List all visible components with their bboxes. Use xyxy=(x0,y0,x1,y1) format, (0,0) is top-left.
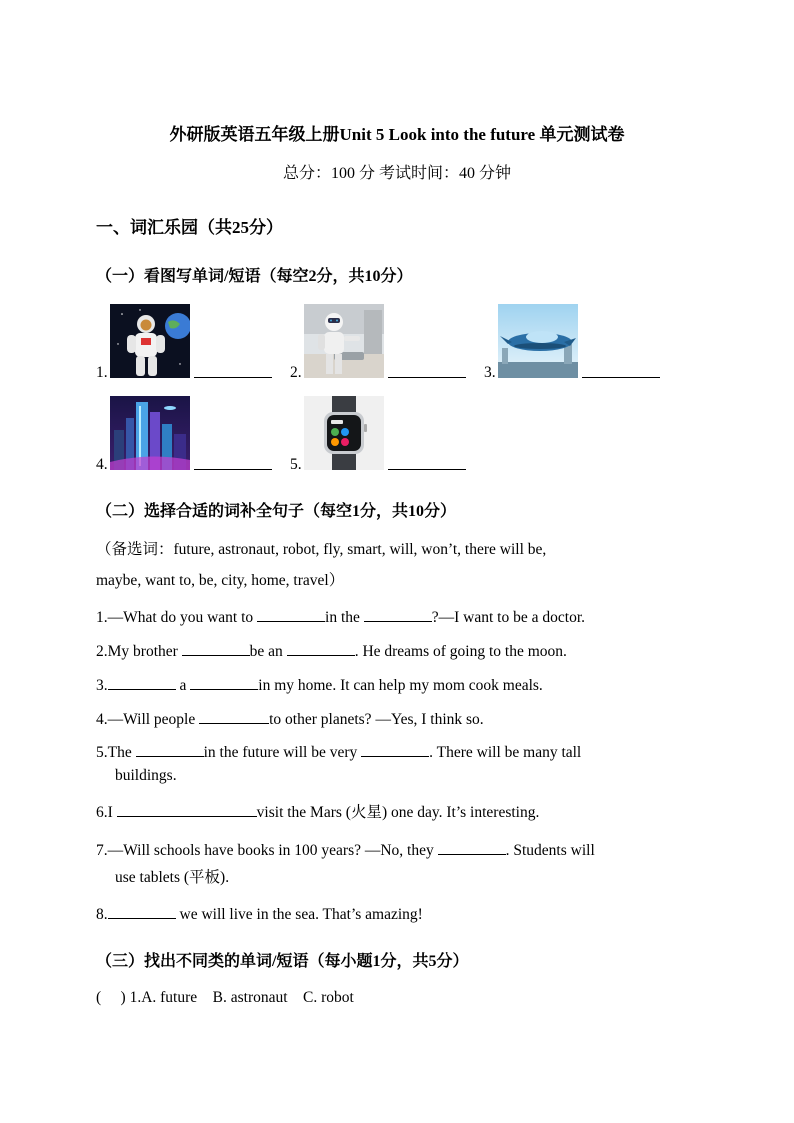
question-text: 3. xyxy=(96,677,108,694)
answer-blank[interactable] xyxy=(257,607,325,622)
exam-subtitle: 总分：100 分 考试时间：40 分钟 xyxy=(282,165,511,182)
answer-blank[interactable] xyxy=(361,742,429,757)
answer-blank[interactable] xyxy=(190,675,258,690)
question-text: 6.I xyxy=(96,804,117,821)
part3-heading: （三）找出不同类的单词/短语（每小题1分，共5分） xyxy=(96,953,469,970)
question-text: . There will be many tall xyxy=(429,744,582,761)
question-5-continued: buildings. xyxy=(115,767,177,784)
answer-blank[interactable] xyxy=(287,641,355,656)
question-3 xyxy=(96,675,543,695)
answer-blank[interactable] xyxy=(182,641,250,656)
question-text: 8. xyxy=(96,906,108,923)
answer-blank[interactable] xyxy=(108,904,176,919)
part1-heading: （一）看图写单词/短语（每空2分，共10分） xyxy=(96,268,413,285)
answer-blank[interactable] xyxy=(117,802,257,817)
word-bank-line-1: （备选词：future, astronaut, robot, fly, smart, will, won’t, there will be, xyxy=(96,541,547,558)
smartwatch-image xyxy=(304,396,384,470)
astronaut-image xyxy=(110,304,190,378)
part3-question-1[interactable]: ( ) 1.A. future B. astronaut C. robot xyxy=(96,989,354,1006)
question-5 xyxy=(96,742,581,762)
question-8 xyxy=(96,904,423,924)
answer-blank[interactable] xyxy=(388,377,466,378)
item-number: 1. xyxy=(96,364,108,381)
picture-item-3 xyxy=(484,300,664,382)
flying-car-image xyxy=(498,304,578,378)
question-text: be an xyxy=(249,643,287,660)
question-text: we will live in the sea. That’s amazing! xyxy=(175,906,423,923)
picture-item-5 xyxy=(290,392,470,474)
question-text: a xyxy=(175,677,191,694)
question-text: in the future will be very xyxy=(203,744,362,761)
picture-item-1 xyxy=(96,300,276,382)
item-number: 4. xyxy=(96,456,108,473)
question-text: in my home. It can help my mom cook meals. xyxy=(258,677,543,694)
question-4 xyxy=(96,709,484,729)
word-bank-line-2: maybe, want to, be, city, home, travel） xyxy=(96,572,345,589)
part2-heading: （二）选择合适的词补全句子（每空1分，共10分） xyxy=(96,503,457,520)
question-text: ?—I want to be a doctor. xyxy=(431,609,585,626)
question-text: in the xyxy=(325,609,364,626)
question-7-continued: use tablets (平板). xyxy=(115,869,230,886)
question-text: 2.My brother xyxy=(96,643,182,660)
question-text: . He dreams of going to the moon. xyxy=(354,643,567,660)
question-2 xyxy=(96,641,567,661)
question-text: 1.—What do you want to xyxy=(96,609,258,626)
item-number: 5. xyxy=(290,456,302,473)
answer-blank[interactable] xyxy=(136,742,204,757)
picture-item-4 xyxy=(96,392,276,474)
exam-title: 外研版英语五年级上册Unit 5 Look into the future 单元测试卷 xyxy=(169,125,625,144)
item-number: 2. xyxy=(290,364,302,381)
section-vocabulary-heading: 一、词汇乐园（共25分） xyxy=(96,218,283,237)
question-text: to other planets? —Yes, I think so. xyxy=(269,711,484,728)
question-text: . Students will xyxy=(505,842,595,859)
answer-blank[interactable] xyxy=(194,469,272,470)
question-6 xyxy=(96,800,539,822)
question-text: 4.—Will people xyxy=(96,711,200,728)
question-1 xyxy=(96,607,585,627)
question-7 xyxy=(96,840,595,860)
item-number: 3. xyxy=(484,364,496,381)
answer-blank[interactable] xyxy=(388,469,466,470)
answer-blank[interactable] xyxy=(199,709,269,724)
question-text: 7.—Will schools have books in 100 years? —No, they xyxy=(96,842,438,859)
answer-blank[interactable] xyxy=(108,675,176,690)
question-text: 5.The xyxy=(96,744,136,761)
answer-blank[interactable] xyxy=(194,377,272,378)
answer-blank[interactable] xyxy=(364,607,432,622)
picture-item-2 xyxy=(290,300,470,382)
future-city-image xyxy=(110,396,190,470)
question-text: visit the Mars (火星) one day. It’s interesting. xyxy=(256,804,540,821)
robot-image xyxy=(304,304,384,378)
answer-blank[interactable] xyxy=(582,377,660,378)
answer-blank[interactable] xyxy=(438,840,506,855)
